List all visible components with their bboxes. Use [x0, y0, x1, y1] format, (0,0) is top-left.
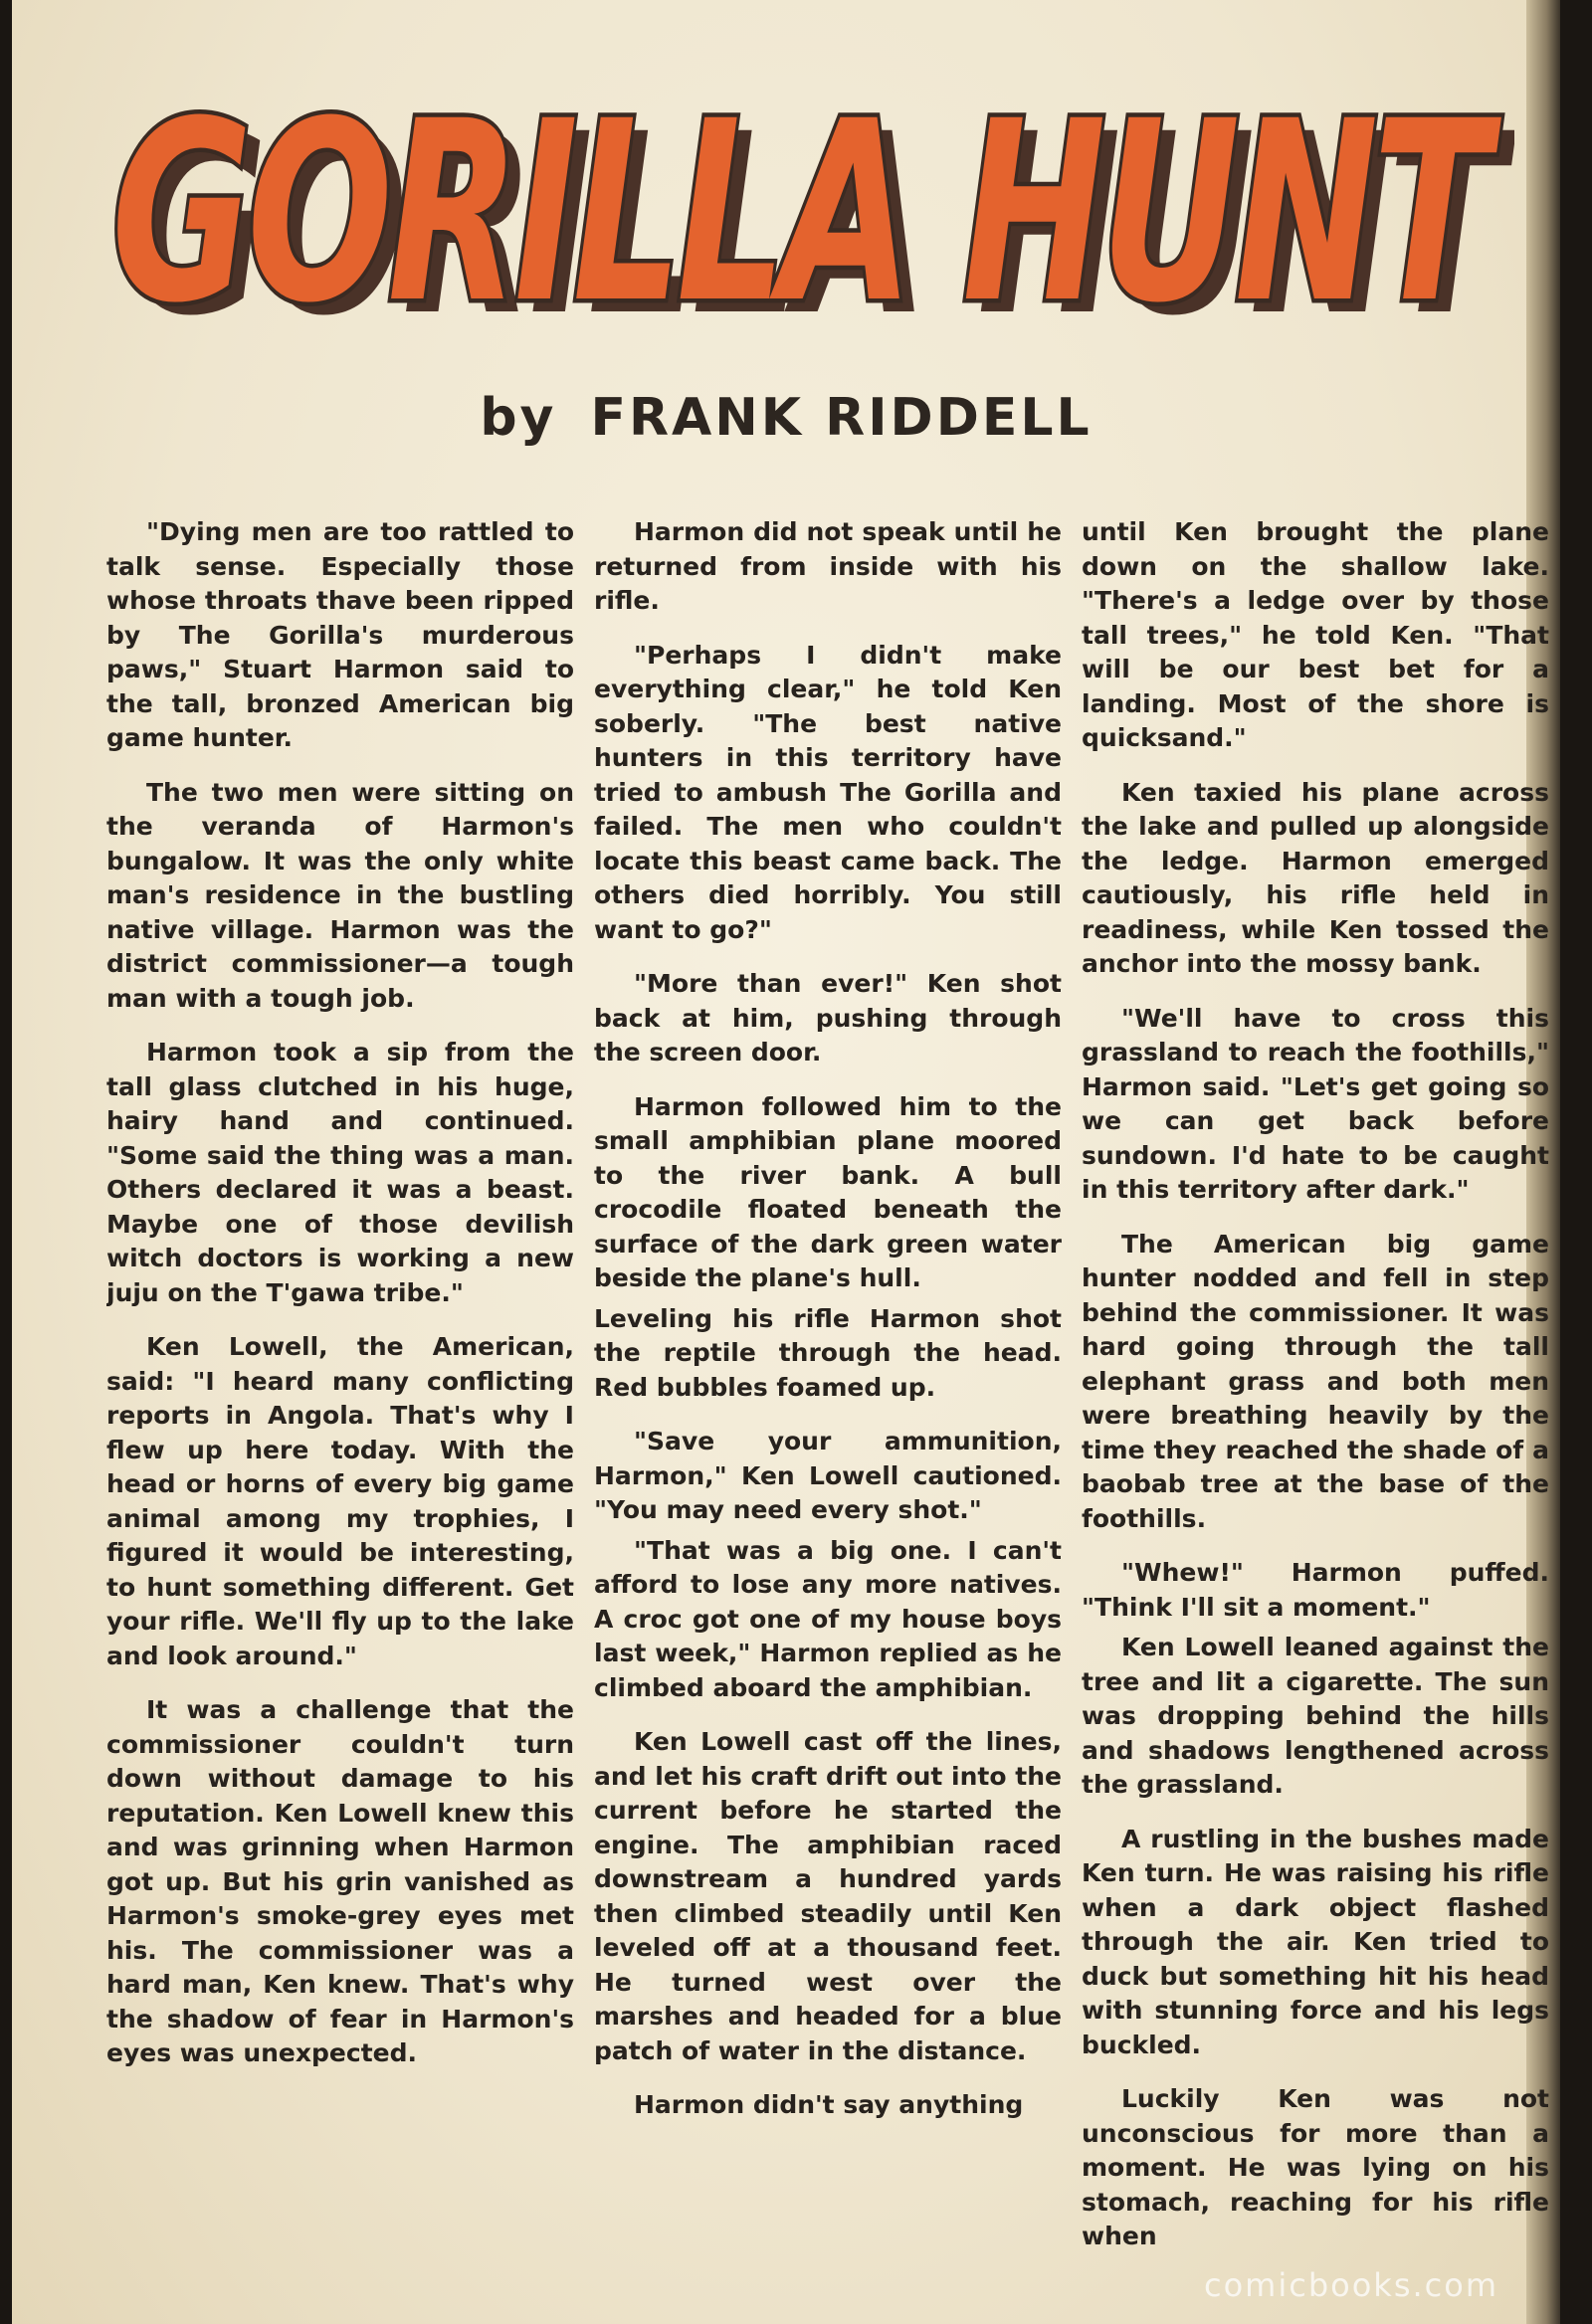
story-title [101, 55, 1514, 383]
byline-prefix: by [480, 388, 557, 448]
paragraph: The American big game hunter nodded and fell in step behind the commissioner. It was hard going through the tall elephant grass and both men were breathing heavily by the time they reached the shade of a baobab tree at the base of the foothills. [1082, 1229, 1549, 1533]
text-column-2 [594, 515, 1062, 2266]
paragraph: "Perhaps I didn't make everything clear," he told Ken soberly. "The best native hunters in this territory have tried to ambush The Gorilla and failed. The men who couldn't locate this beast came back. The others died horribly. You still want to go?" [594, 640, 1062, 944]
paragraph: Harmon didn't say anything [634, 2090, 1024, 2119]
story-title-lettering [101, 55, 1514, 383]
paragraph: "More than ever!" Ken shot back at him, pushing through the screen door. [594, 969, 1062, 1066]
paragraph: The two men were sitting on the veranda of Harmon's bungalow. It was the only white man's residence in the bustling native village. Harmon was the district commissioner—a tough man with a tough job. [106, 777, 574, 1013]
paragraph: "We'll have to cross this grassland to reach the foothills," Harmon said. "Let's get going so we can get back before sundown. I'd hate to be caught in this territory after dark." [1082, 1003, 1549, 1204]
magazine-page [12, 0, 1560, 2324]
paragraph: "That was a big one. I can't afford to lose any more natives. A croc got one of my house boys last week," Harmon replied as he climbed aboard the amphibian. [594, 1535, 1062, 1702]
text-column-1 [106, 515, 574, 2266]
paragraph: "Dying men are too rattled to talk sense. Especially those whose throats thave been ripped by The Gorilla's murderous paws," Stuart Harmon said to the tall, bronzed American big game hunter. [106, 517, 574, 752]
title-text: GORILLA HUNT [111, 68, 1502, 357]
paragraph: "Whew!" Harmon puffed. "Think I'll sit a moment." [1082, 1558, 1549, 1622]
paragraph: Ken Lowell, the American, said: "I heard many conflicting reports in Angola. That's why I flew up here today. With the head or horns of every big game animal among my trophies, I figured it would be interesting, to hunt something different. Get your rifle. We'll fly up to the lake and look around." [106, 1332, 574, 1670]
paragraph: Ken Lowell cast off the lines, and let his craft drift out into the current before he started the engine. The amphibian raced downstream a hundred yards then climbed steadily until Ken leveled off at a thousand feet. He turned west over the marshes and headed for a blue patch of water in the distance. [594, 1727, 1062, 2065]
watermark: comicbooks.com [1203, 2266, 1498, 2304]
paragraph: It was a challenge that the commissioner couldn't turn down without damage to his reputation. Ken Lowell knew this and was grinning when Harmon got up. But his grin vanished as Harmon's smoke-grey eyes met his. The commissioner was a hard man, Ken knew. That's why the shadow of fear in Harmon's eyes was unexpected. [106, 1695, 574, 2067]
byline-author: FRANK RIDDELL [590, 388, 1093, 448]
paragraph: "Save your ammunition, Harmon," Ken Lowell cautioned. "You may need every shot." [594, 1427, 1062, 1524]
story-columns [106, 515, 1549, 2266]
byline [12, 388, 1560, 448]
paragraph: Harmon followed him to the small amphibian plane moored to the river bank. A bull crocodile floated beneath the surface of the dark green water beside the plane's hull. [594, 1091, 1062, 1292]
title-shadow: GORILLA HUNT [126, 81, 1514, 370]
paragraph: Harmon did not speak until he returned from inside with his rifle. [594, 517, 1062, 615]
paragraph: Ken taxied his plane across the lake and pulled up alongside the ledge. Harmon emerged cautiously, his rifle held in readiness, while Ken tossed the anchor into the mossy bank. [1082, 777, 1549, 978]
text-column-3 [1082, 515, 1549, 2266]
paragraph: Ken Lowell leaned against the tree and lit a cigarette. The sun was dropping behind the hills and shadows lengthened across the grassland. [1082, 1633, 1549, 1799]
paragraph: A rustling in the bushes made Ken turn. He was raising his rifle when a dark object flashed through the air. Ken tried to duck but something hit his head with stunning force and his legs buckled. [1082, 1824, 1549, 2059]
paragraph: until Ken brought the plane down on the shallow lake. "There's a ledge over by those tall trees," he told Ken. "That will be our best bet for a landing. Most of the shore is quicksand." [1082, 517, 1549, 752]
paragraph: Leveling his rifle Harmon shot the reptile through the head. Red bubbles foamed up. [594, 1303, 1062, 1402]
paragraph: Luckily Ken was not unconscious for more than a moment. He was lying on his stomach, reaching for his rifle when [1082, 2084, 1549, 2250]
paragraph: Harmon took a sip from the tall glass clutched in his huge, hairy hand and continued. "Some said the thing was a man. Others declared it was a beast. Maybe one of those devilish witch doctors is working a new juju on the T'gawa tribe." [106, 1038, 574, 1307]
